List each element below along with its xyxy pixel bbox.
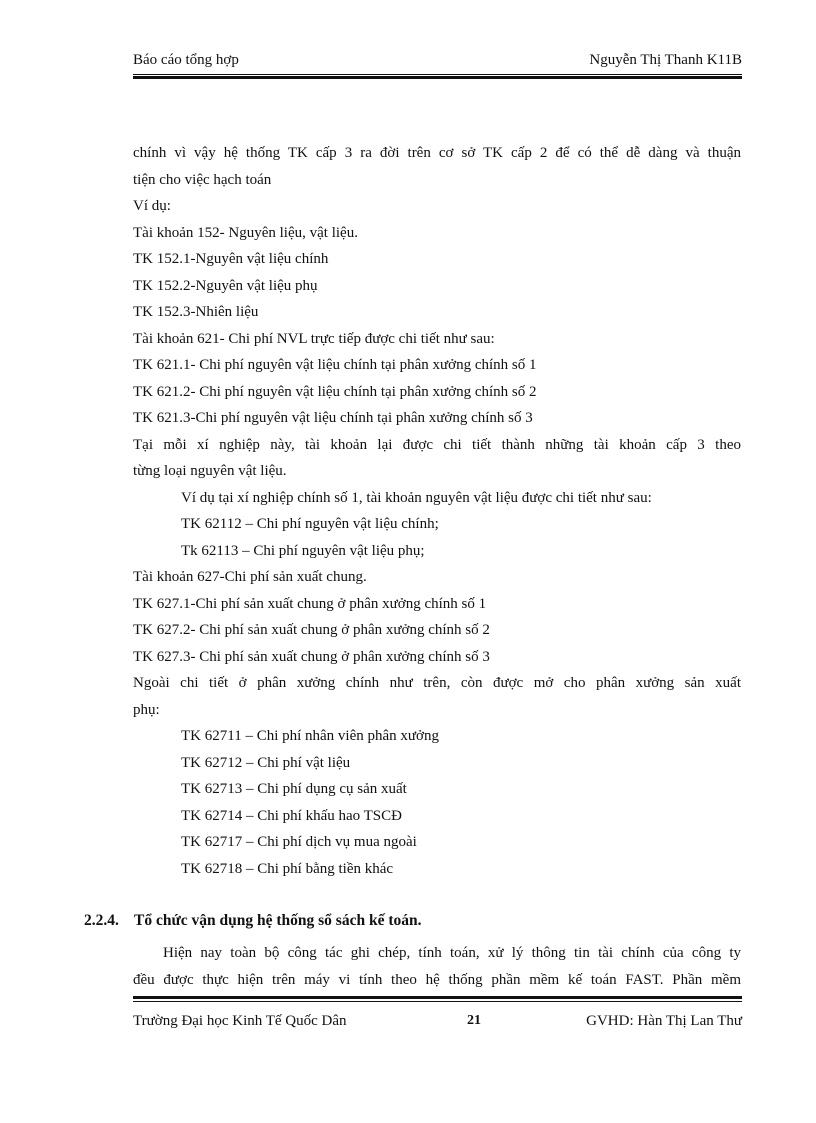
body-line: phụ:	[133, 701, 160, 718]
section-title: Tổ chức vận dụng hệ thống sổ sách kế toán.	[134, 912, 422, 929]
body-line: Tài khoản 627-Chi phí sản xuất chung.	[133, 569, 367, 585]
body-line: TK 62713 – Chi phí dụng cụ sản xuất	[181, 781, 407, 797]
body-line: TK 621.1- Chi phí nguyên vật liệu chính tại phân xưởng chính số 1	[133, 357, 537, 373]
page-number: 21	[467, 1013, 481, 1028]
body-line: chính vì vậy hệ thống TK cấp 3 ra đời trên cơ sở TK cấp 2 để có thể dễ dàng và thuận	[133, 145, 741, 161]
section-paragraph	[133, 940, 741, 993]
body-line: TK 621.3-Chi phí nguyên vật liệu chính tại phân xưởng chính số 3	[133, 410, 533, 426]
body-line: TK 62718 – Chi phí bằng tiền khác	[181, 860, 394, 877]
body-line: Tài khoản 152- Nguyên liệu, vật liệu.	[133, 224, 358, 241]
paragraph-line: đều được thực hiện trên máy vi tính theo hệ thống phần mềm kế toán FAST. Phần mềm	[133, 971, 741, 988]
body-line: Ngoài chi tiết ở phân xưởng chính như trên, còn được mở cho phân xưởng sản xuất	[133, 675, 741, 691]
footer-supervisor: GVHD: Hàn Thị Lan Thư	[586, 1013, 742, 1029]
body-line: TK 62112 – Chi phí nguyên vật liệu chính;	[181, 516, 439, 532]
footer-rule-thick	[133, 996, 742, 999]
body-line: TK 627.1-Chi phí sản xuất chung ở phân xưởng chính số 1	[133, 595, 487, 612]
header-author: Nguyễn Thị Thanh K11B	[589, 52, 742, 68]
body-line: Tài khoản 621- Chi phí NVL trực tiếp được chi tiết như sau:	[133, 330, 495, 347]
body-line: TK 627.2- Chi phí sản xuất chung ở phân xưởng chính số 2	[133, 622, 490, 638]
body-line: TK 62711 – Chi phí nhân viên phân xưởng	[181, 728, 439, 744]
section-heading	[84, 912, 422, 930]
body-line: Tk 62113 – Chi phí nguyên vật liệu phụ;	[181, 542, 425, 559]
body-line: TK 152.3-Nhiên liệu	[133, 304, 259, 320]
body-line: TK 62714 – Chi phí khấu hao TSCĐ	[181, 807, 402, 824]
page-footer	[133, 1013, 742, 1035]
body-line: Tại mỗi xí nghiệp này, tài khoản lại được chi tiết thành những tài khoản cấp 3 theo	[133, 436, 741, 453]
header-report-title: Báo cáo tổng hợp	[133, 52, 239, 68]
footer-rule-thin	[133, 1001, 742, 1002]
body-line: TK 152.1-Nguyên vật liệu chính	[133, 251, 329, 267]
body-line: từng loại nguyên vật liệu.	[133, 463, 287, 479]
header-rule-thick	[133, 76, 742, 79]
body-line: TK 62712 – Chi phí vật liệu	[181, 754, 351, 771]
body-line: Ví dụ tại xí nghiệp chính số 1, tài khoản nguyên vật liệu được chi tiết như sau:	[181, 489, 652, 506]
body-line: TK 62717 – Chi phí dịch vụ mua ngoài	[181, 834, 417, 850]
page-header	[133, 52, 742, 74]
body-line: tiện cho việc hạch toán	[133, 171, 272, 188]
document-body	[133, 140, 741, 882]
body-line: TK 627.3- Chi phí sản xuất chung ở phân xưởng chính số 3	[133, 648, 490, 665]
header-rule-thin	[133, 74, 742, 75]
body-line: Ví dụ:	[133, 198, 171, 214]
paragraph-line: Hiện nay toàn bộ công tác ghi chép, tính toán, xử lý thông tin tài chính của công ty	[163, 945, 741, 961]
body-line: TK 152.2-Nguyên vật liệu phụ	[133, 277, 318, 294]
section-number: 2.2.4.	[84, 912, 119, 929]
body-line: TK 621.2- Chi phí nguyên vật liệu chính tại phân xưởng chính số 2	[133, 383, 537, 400]
footer-university: Trường Đại học Kinh Tế Quốc Dân	[133, 1013, 347, 1029]
